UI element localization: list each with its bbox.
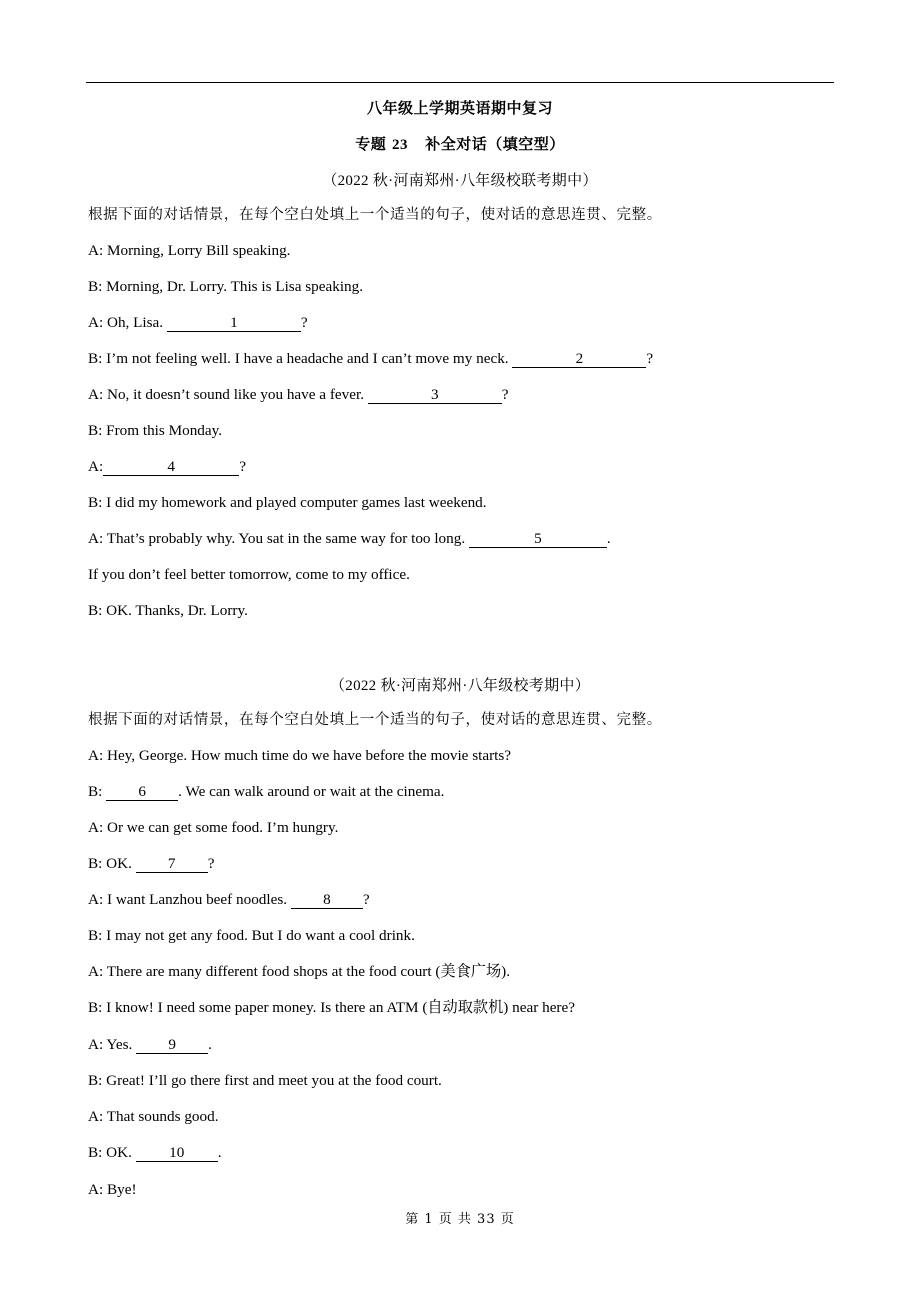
dialogue-line <box>88 385 509 405</box>
dialogue-line: A: Or we can get some food. I’m hungry. <box>88 819 339 836</box>
answer-blank-6[interactable]: 6 <box>106 784 178 801</box>
dialogue-line: B: OK. Thanks, Dr. Lorry. <box>88 602 248 619</box>
dialogue-line <box>88 854 214 874</box>
answer-blank-2[interactable]: 2 <box>512 351 646 368</box>
dialogue-line: B: I may not get any food. But I do want a cool drink. <box>88 927 415 944</box>
line-text: A: I want Lanzhou beef noodles. <box>88 891 288 908</box>
answer-blank-4[interactable]: 4 <box>103 459 239 476</box>
dialogue-line: A: Morning, Lorry Bill speaking. <box>88 242 291 259</box>
answer-blank-3[interactable]: 3 <box>368 387 502 404</box>
answer-blank-10[interactable]: 10 <box>136 1145 218 1162</box>
subtitle-rest: 补全对话（填空型） <box>425 135 565 153</box>
dialogue-line <box>88 782 444 802</box>
line-end: ? <box>207 855 215 872</box>
dialogue-line: B: Great! I’ll go there first and meet you at the food court. <box>88 1072 442 1089</box>
subtitle-number: 23 <box>392 137 409 153</box>
line-end: . We can walk around or wait at the cinema. <box>178 783 445 800</box>
line-end: ? <box>646 350 654 367</box>
dialogue-line: A: Bye! <box>88 1181 137 1198</box>
document-title: 八年级上学期英语期中复习 <box>366 99 553 117</box>
line-end: ? <box>239 458 246 475</box>
line-end: ? <box>362 891 370 908</box>
dialogue-line: A: Hey, George. How much time do we have before the movie starts? <box>88 747 512 764</box>
dialogue-line <box>88 1035 212 1055</box>
line-text: B: <box>88 783 103 800</box>
answer-blank-7[interactable]: 7 <box>136 856 208 873</box>
section-1-source: （2022 秋·河南郑州·八年级校联考期中） <box>322 173 598 189</box>
line-end: . <box>217 1144 222 1161</box>
section-1-instruction: 根据下面的对话情景，在每个空白处填上一个适当的句子，使对话的意思连贯、完整。 <box>88 207 662 223</box>
answer-blank-1[interactable]: 1 <box>167 315 301 332</box>
line-text: A: Oh, Lisa. <box>88 314 164 331</box>
dialogue-line: B: I did my homework and played computer games last weekend. <box>88 494 487 511</box>
header-rule <box>86 82 834 83</box>
line-text: A: No, it doesn’t sound like you have a fever. <box>88 386 364 403</box>
line-end: . <box>208 1036 212 1053</box>
section-2-instruction: 根据下面的对话情景，在每个空白处填上一个适当的句子，使对话的意思连贯、完整。 <box>88 712 662 728</box>
dialogue-line <box>88 457 246 477</box>
dialogue-line <box>88 529 611 549</box>
page-footer: 第 1 页 共 33 页 <box>405 1212 515 1227</box>
dialogue-line: B: Morning, Dr. Lorry. This is Lisa speaking. <box>88 278 364 295</box>
subtitle-prefix: 专题 <box>355 135 387 153</box>
answer-blank-5[interactable]: 5 <box>469 531 607 548</box>
answer-blank-8[interactable]: 8 <box>291 892 363 909</box>
line-text: B: I’m not feeling well. I have a headache and I can’t move my neck. <box>88 350 509 367</box>
dialogue-line <box>88 349 653 369</box>
document-subtitle <box>0 133 920 154</box>
line-end: ? <box>501 386 509 403</box>
line-text: A: <box>88 458 104 475</box>
answer-blank-9[interactable]: 9 <box>136 1037 208 1054</box>
line-end: . <box>606 530 611 547</box>
line-text: A: That’s probably why. You sat in the same way for too long. <box>88 530 466 547</box>
dialogue-line: A: That sounds good. <box>88 1108 219 1125</box>
line-end: ? <box>300 314 308 331</box>
dialogue-line: B: I know! I need some paper money. Is there an ATM (自动取款机) near here? <box>88 999 575 1016</box>
dialogue-line: A: There are many different food shops at the food court (美食广场). <box>88 963 511 980</box>
dialogue-line: B: From this Monday. <box>88 422 223 439</box>
dialogue-line <box>88 313 308 333</box>
dialogue-line <box>88 890 370 910</box>
line-text: B: OK. <box>88 1144 132 1161</box>
dialogue-line: If you don’t feel better tomorrow, come to my office. <box>88 566 410 583</box>
line-text: A: Yes. <box>88 1036 133 1053</box>
section-2-source: （2022 秋·河南郑州·八年级校考期中） <box>329 678 591 694</box>
line-text: B: OK. <box>88 855 132 872</box>
dialogue-line <box>88 1143 221 1163</box>
